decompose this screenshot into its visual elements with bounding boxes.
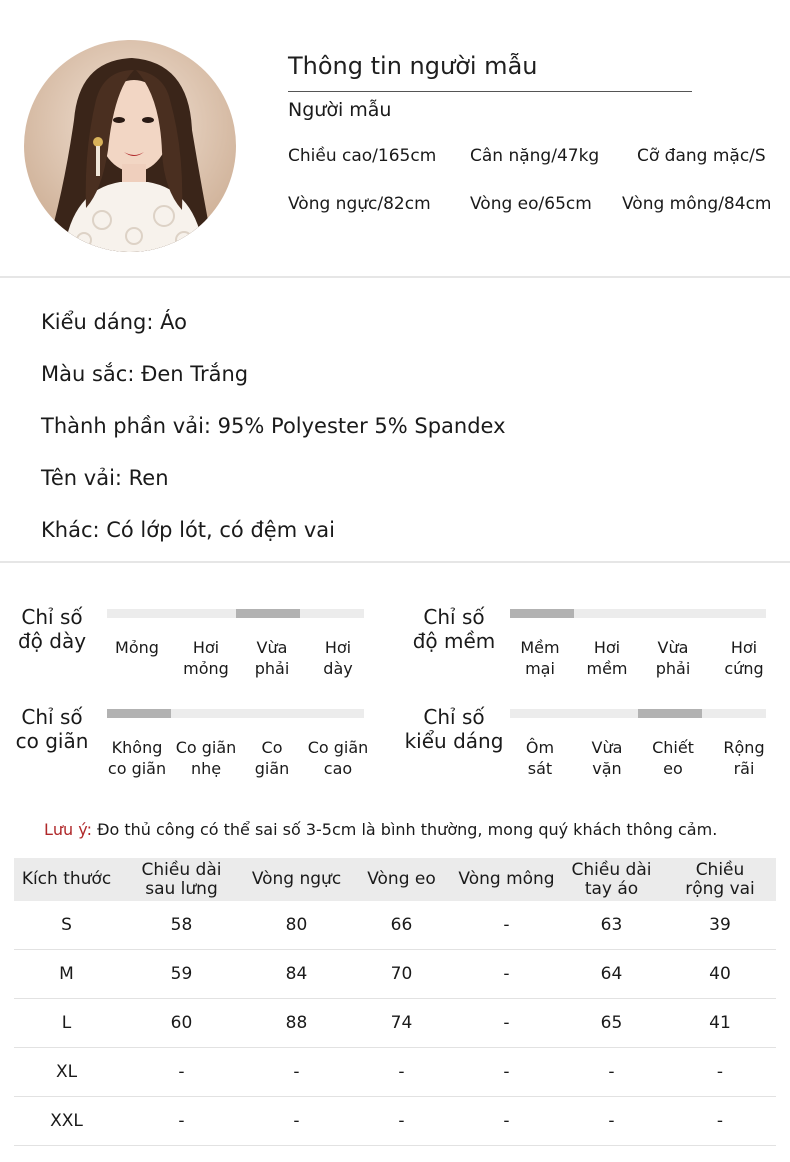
table-cell: L [61,1012,72,1033]
indicator-option: Chiết eo [652,738,694,778]
table-cell: 70 [390,963,413,984]
stat-hip: Vòng mông/84cm [622,194,772,214]
header-waist: Vòng eo [367,869,436,889]
header-bust: Vòng ngực [251,869,342,889]
table-cell: - [293,1061,300,1082]
model-portrait-icon [24,40,236,252]
model-info-section [0,0,790,278]
header-size: Kích thước [21,869,112,889]
title-divider [288,91,692,92]
indicator-option: Co giãn [254,738,290,778]
table-header-row [14,858,776,901]
header-hip: Vòng mông [458,869,555,889]
indicator-option: Không co giãn [107,738,167,778]
spec-other: Khác: Có lớp lót, có đệm vai [41,518,335,542]
table-row [14,950,776,999]
indicator-option: Mềm mại [520,638,560,678]
table-cell: XXL [50,1110,83,1131]
indicator-option: Vừa phải [655,638,691,678]
table-row [14,1097,776,1146]
table-cell: - [293,1110,300,1131]
stat-bust: Vòng ngực/82cm [288,194,431,214]
indicator-option: Hơi mỏng [183,638,229,678]
table-cell: 40 [709,963,731,984]
table-cell: 65 [600,1012,623,1033]
table-cell: 63 [600,914,623,935]
table-cell: S [61,914,72,935]
table-cell: 59 [170,963,193,984]
table-cell: 58 [170,914,193,935]
product-specs-section [0,280,790,563]
stat-size: Cỡ đang mặc/S [637,146,766,166]
table-cell: 64 [600,963,623,984]
indicator-title: Chỉ số độ dày [17,605,87,653]
indicator-fill [638,709,702,718]
indicator-option: Vừa vặn [591,738,623,778]
table-cell: - [716,1061,724,1082]
table-cell: 74 [390,1012,413,1033]
indicator-option: Co giãn nhẹ [175,738,237,778]
spec-style: Kiểu dáng: Áo [41,310,187,334]
table-cell: 66 [390,914,413,935]
table-cell: - [398,1110,405,1131]
model-info-title: Thông tin người mẫu [288,52,538,80]
table-cell: - [608,1061,615,1082]
indicator-option: Hơi mềm [586,638,628,678]
table-cell: - [503,1061,510,1082]
table-cell: M [59,963,74,984]
header-shoulder-width: Chiều rộng vai [685,859,755,899]
measurement-note [44,820,717,839]
indicator-option: Hơi cứng [724,638,764,678]
table-cell: 80 [285,914,308,935]
note-text: Đo thủ công có thể sai số 3-5cm là bình thường, mong quý khách thông cảm. [91,820,718,839]
table-cell: - [398,1061,405,1082]
indicator-option: Mỏng [115,638,159,657]
table-row [14,999,776,1048]
table-cell: 84 [285,963,308,984]
size-table [14,858,776,1146]
table-cell: 60 [170,1012,193,1033]
spec-composition: Thành phần vải: 95% Polyester 5% Spandex [41,414,506,438]
model-avatar [24,40,236,252]
table-row [14,901,776,950]
indicator-fill [510,609,574,618]
indicator-track [107,609,364,618]
model-subtitle: Người mẫu [288,99,392,121]
header-sleeve-length: Chiều dài tay áo [571,859,652,899]
indicator-title: Chỉ số co giãn [15,705,89,753]
indicator-option: Rộng rãi [723,738,765,778]
table-cell: - [716,1110,724,1131]
stat-waist: Vòng eo/65cm [470,194,592,214]
table-cell: - [503,963,510,984]
indicator-track [510,709,766,718]
table-cell: - [178,1061,185,1082]
table-cell: - [503,914,510,935]
stat-weight: Cân nặng/47kg [470,146,600,166]
indicator-track [510,609,766,618]
indicator-title: Chỉ số kiểu dáng [404,705,504,753]
table-row [14,1048,776,1097]
table-cell: - [608,1110,615,1131]
indicator-option: Hơi dày [323,638,353,678]
indicator-track [107,709,364,718]
header-back-length: Chiều dài sau lưng [141,859,222,899]
table-cell: 88 [285,1012,308,1033]
indicator-option: Ôm sát [525,738,555,778]
indicator-fill [236,609,300,618]
indicator-option: Vừa phải [254,638,290,678]
table-cell: - [503,1012,510,1033]
indicator-title: Chỉ số độ mềm [412,605,496,653]
table-cell: - [178,1110,185,1131]
indicator-fill [107,709,171,718]
table-cell: - [503,1110,510,1131]
table-cell: 39 [709,914,731,935]
note-label: Lưu ý: [44,820,92,839]
indicator-option: Co giãn cao [307,738,369,778]
spec-fabric: Tên vải: Ren [41,466,169,490]
spec-color: Màu sắc: Đen Trắng [41,362,249,386]
table-cell: XL [55,1061,78,1082]
stat-height: Chiều cao/165cm [288,146,437,166]
table-cell: 41 [709,1012,731,1033]
